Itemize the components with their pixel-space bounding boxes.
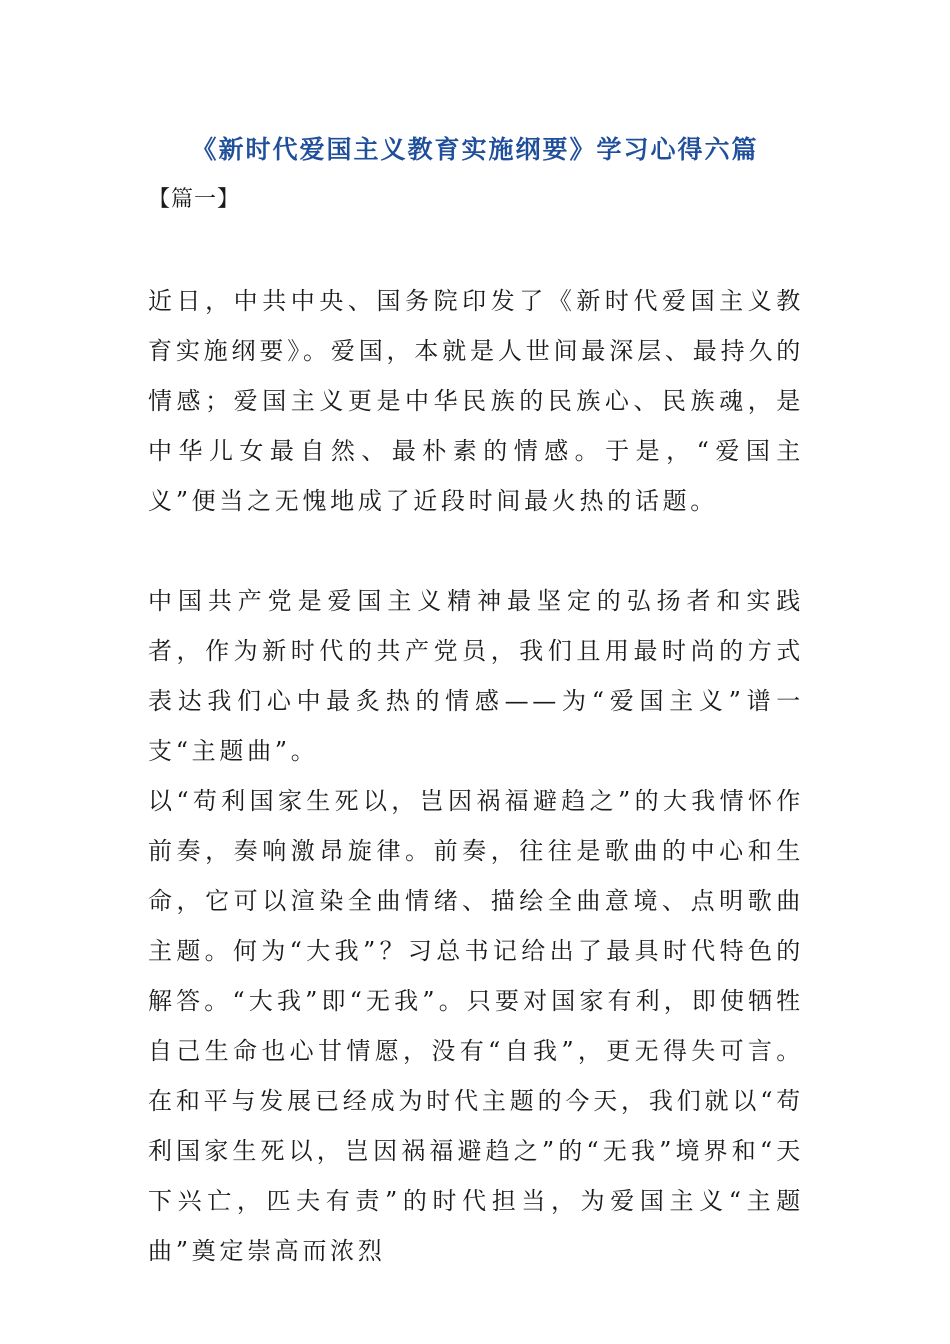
paragraph-2: 中国共产党是爱国主义精神最坚定的弘扬者和实践者，作为新时代的共产党员，我们且用最时尚的方式表达我们心中最炙热的情感——为“爱国主义”谱一支“主题曲”。: [148, 587, 804, 765]
section-heading: 【篇一】: [148, 187, 241, 212]
paragraph-3: 以“苟利国家生死以，岂因祸福避趋之”的大我情怀作前奏，奏响激昂旋律。前奏，往往是歌曲的中心和生命，它可以渲染全曲情绪、描绘全曲意境、点明歌曲主题。何为“大我”？习总书记给出了最具时代特色的解答。“大我”即“无我”。只要对国家有利，即使牺牲自己生命也心甘情愿，没有“自我”，更无得失可言。在和平与发展已经成为时代主题的今天，我们就以“苟利国家生死以，岂因祸福避趋之”的“无我”境界和“天下兴亡，匹夫有责”的时代担当，为爱国主义“主题曲”奠定崇高而浓烈: [148, 787, 804, 1265]
paragraph-1: 近日，中共中央、国务院印发了《新时代爱国主义教育实施纲要》。爱国，本就是人世间最深层、最持久的情感；爱国主义更是中华民族的民族心、民族魂，是中华儿女最自然、最朴素的情感。于是，“爱国主义”便当之无愧地成了近段时间最火热的话题。: [148, 287, 804, 515]
document-title: 《新时代爱国主义教育实施纲要》学习心得六篇: [191, 135, 759, 164]
